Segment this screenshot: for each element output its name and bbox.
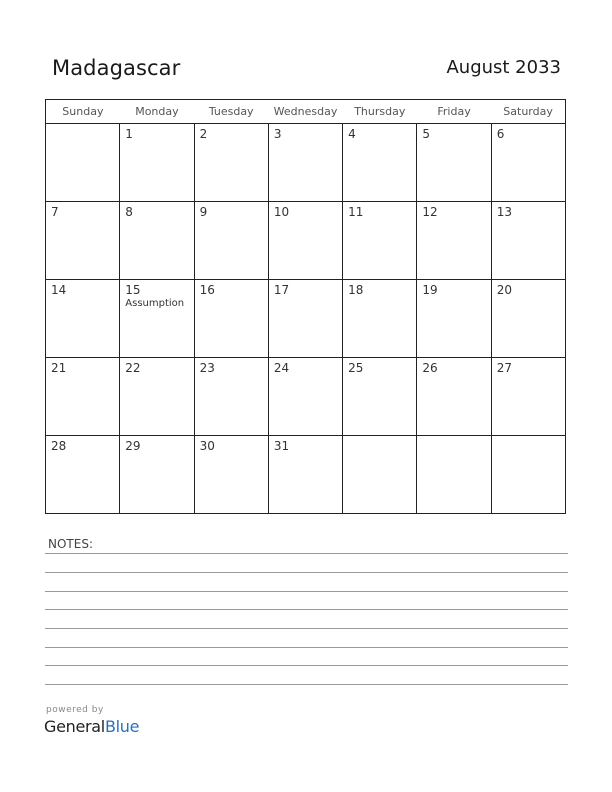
weekday-sunday: Sunday xyxy=(46,100,120,124)
day-number: 24 xyxy=(273,361,290,375)
weekday-monday: Monday xyxy=(120,100,194,124)
day-number: 12 xyxy=(422,205,438,219)
calendar-day-cell[interactable] xyxy=(491,358,565,436)
calendar-day-cell[interactable] xyxy=(194,124,268,202)
notes-line xyxy=(45,684,568,685)
calendar-day-cell[interactable] xyxy=(491,202,565,280)
calendar-week-row xyxy=(46,124,566,202)
calendar-day-cell[interactable] xyxy=(120,358,194,436)
notes-line xyxy=(45,572,568,573)
day-number: 7 xyxy=(51,205,59,219)
month-year-title: August 2033 xyxy=(446,57,561,78)
day-number: 28 xyxy=(51,439,67,453)
calendar-day-cell[interactable] xyxy=(194,358,268,436)
calendar-day-cell[interactable] xyxy=(343,358,417,436)
day-number: 15 xyxy=(125,283,141,297)
day-number: 21 xyxy=(51,361,67,375)
calendar-day-cell[interactable] xyxy=(120,280,194,358)
day-number: 18 xyxy=(348,283,364,297)
day-number: 10 xyxy=(273,205,290,219)
calendar-day-cell[interactable] xyxy=(46,280,120,358)
day-number: 27 xyxy=(496,361,512,375)
notes-line xyxy=(45,553,568,554)
generalblue-logo[interactable] xyxy=(44,717,139,736)
calendar-day-cell[interactable] xyxy=(491,436,565,514)
calendar-day-cell[interactable] xyxy=(120,436,194,514)
weekday-thursday: Thursday xyxy=(343,100,417,124)
notes-line xyxy=(45,647,568,648)
calendar-day-cell[interactable] xyxy=(46,124,120,202)
calendar-day-cell[interactable] xyxy=(417,124,491,202)
notes-line xyxy=(45,665,568,666)
calendar-grid xyxy=(45,99,566,514)
day-number: 11 xyxy=(348,205,364,219)
calendar-day-cell[interactable] xyxy=(343,124,417,202)
calendar-day-cell[interactable] xyxy=(417,358,491,436)
day-number: 16 xyxy=(199,283,215,297)
calendar-day-cell[interactable] xyxy=(343,202,417,280)
day-number: 25 xyxy=(348,361,364,375)
day-number: 20 xyxy=(496,283,512,297)
calendar-week-row xyxy=(46,280,566,358)
day-number: 9 xyxy=(199,205,208,219)
notes-label: NOTES: xyxy=(48,537,93,551)
weekday-wednesday: Wednesday xyxy=(268,100,342,124)
calendar-day-cell[interactable] xyxy=(268,358,342,436)
day-number: 23 xyxy=(199,361,215,375)
weekday-saturday: Saturday xyxy=(491,100,565,124)
day-number: 6 xyxy=(496,127,505,141)
calendar-day-cell[interactable] xyxy=(120,202,194,280)
calendar-day-cell[interactable] xyxy=(268,202,342,280)
calendar-day-cell[interactable] xyxy=(343,280,417,358)
calendar-day-cell[interactable] xyxy=(417,436,491,514)
calendar-day-cell[interactable] xyxy=(268,436,342,514)
calendar-week-row xyxy=(46,436,566,514)
country-title: Madagascar xyxy=(52,56,181,80)
calendar-day-cell[interactable] xyxy=(491,280,565,358)
notes-line xyxy=(45,628,568,629)
calendar-day-cell[interactable] xyxy=(46,358,120,436)
day-number: 22 xyxy=(125,361,141,375)
calendar-day-cell[interactable] xyxy=(120,124,194,202)
calendar-week-row xyxy=(46,202,566,280)
day-number: 19 xyxy=(422,283,438,297)
day-number: 14 xyxy=(51,283,67,297)
weekday-header-row xyxy=(46,100,566,124)
calendar-day-cell[interactable] xyxy=(194,280,268,358)
holiday-label: Assumption xyxy=(125,298,185,309)
day-number: 8 xyxy=(125,205,133,219)
calendar-day-cell[interactable] xyxy=(343,436,417,514)
day-number: 1 xyxy=(125,127,133,141)
calendar-day-cell[interactable] xyxy=(194,202,268,280)
calendar-day-cell[interactable] xyxy=(417,280,491,358)
calendar-day-cell[interactable] xyxy=(46,202,120,280)
day-number: 26 xyxy=(422,361,438,375)
powered-by-text: powered by xyxy=(46,705,104,715)
notes-line xyxy=(45,609,568,610)
calendar-day-cell[interactable] xyxy=(46,436,120,514)
calendar-day-cell[interactable] xyxy=(268,280,342,358)
day-number: 2 xyxy=(199,127,208,141)
day-number: 17 xyxy=(273,283,290,297)
calendar-day-cell[interactable] xyxy=(268,124,342,202)
calendar-day-cell[interactable] xyxy=(194,436,268,514)
day-number: 30 xyxy=(199,439,215,453)
brand-general: General xyxy=(44,717,105,736)
brand-blue: Blue xyxy=(104,717,140,736)
day-number: 29 xyxy=(125,439,141,453)
day-number: 5 xyxy=(422,127,431,141)
calendar-day-cell[interactable] xyxy=(417,202,491,280)
day-number: 3 xyxy=(273,127,282,141)
day-number: 31 xyxy=(273,439,290,453)
notes-line xyxy=(45,591,568,592)
weekday-tuesday: Tuesday xyxy=(194,100,268,124)
weekday-friday: Friday xyxy=(417,100,491,124)
day-number: 13 xyxy=(496,205,512,219)
day-number: 4 xyxy=(348,127,356,141)
calendar-day-cell[interactable] xyxy=(491,124,565,202)
calendar-week-row xyxy=(46,358,566,436)
